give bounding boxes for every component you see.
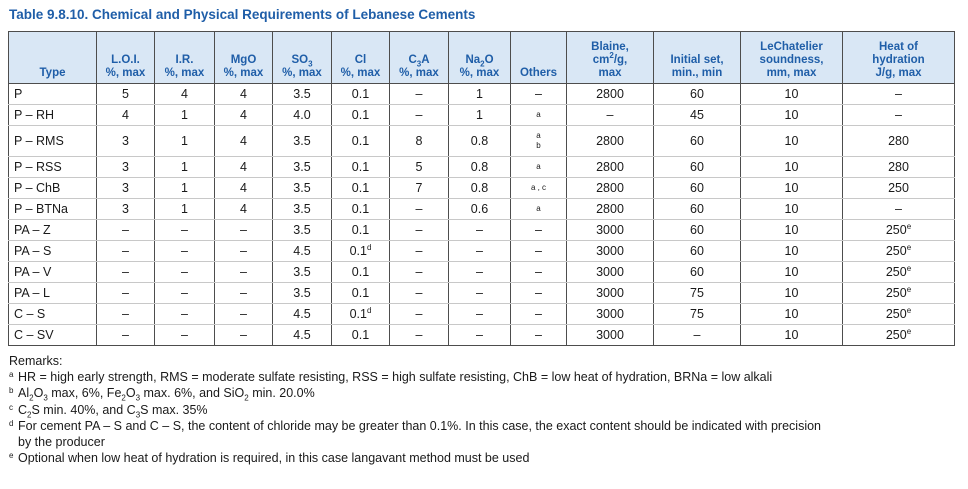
header-na2o: $Na_2O$ %, max [449,32,511,84]
cell-heat: – [843,199,955,220]
table-body [9,84,955,346]
cell-loi: – [97,325,155,346]
header-blaine: Blaine, $cm^2/g$, max [567,32,654,84]
remarks-heading: Remarks: [9,354,63,368]
cell-type: C – S [9,304,97,325]
cell-so3: 3.5 [273,199,332,220]
remark-text: $Al_2O_3$ max, 6%, $Fe_2O_3$ max. 6%, and SiO$_2$ min. 20.0% [18,386,315,403]
cell-mgo: 4 [215,178,273,199]
footnote-mark: e [906,221,912,231]
cell-so3: 4.5 [273,325,332,346]
cell-loi: 5 [97,84,155,105]
remark-d [9,418,959,450]
remark-marker: d [9,418,14,428]
cell-loi: – [97,262,155,283]
cell-soundness: 10 [741,178,843,199]
cell-others: – [511,325,567,346]
cell-loi: – [97,283,155,304]
cell-heat: 250e [843,283,955,304]
cell-blaine: 2800 [567,126,654,157]
cell-so3: 3.5 [273,178,332,199]
table-row [9,105,955,126]
cell-heat: 250e [843,262,955,283]
cell-cl: 0.1 [332,126,390,157]
cell-type: P – RSS [9,157,97,178]
cell-ir: 4 [155,84,215,105]
cell-so3: 3.5 [273,84,332,105]
header-lechatelier: LeChatelier soundness, mm, max [741,32,843,84]
cell-type: P – RH [9,105,97,126]
cell-heat: 250e [843,241,955,262]
cell-ir: – [155,241,215,262]
cell-initial: – [654,325,741,346]
cell-c3a: – [390,241,449,262]
table-row [9,283,955,304]
header-cl: Cl %, max [332,32,390,84]
cell-mgo: 4 [215,157,273,178]
cell-blaine: 3000 [567,283,654,304]
cell-type: PA – Z [9,220,97,241]
footnote-mark: e [906,326,912,336]
cell-ir: 1 [155,178,215,199]
cell-c3a: – [390,105,449,126]
cell-ir: – [155,220,215,241]
cell-cl: 0.1$^d$ [332,241,390,262]
footnote-mark: e [906,242,912,252]
table-row [9,262,955,283]
cell-mgo: – [215,220,273,241]
cell-mgo: – [215,241,273,262]
cell-others: a [511,157,567,178]
cell-others: – [511,84,567,105]
cell-c3a: – [390,283,449,304]
cell-initial: 75 [654,304,741,325]
footnote-mark: e [906,263,912,273]
cell-cl: 0.1 [332,84,390,105]
cell-others: – [511,283,567,304]
header-type: Type [9,32,97,84]
table-row [9,126,955,157]
cell-soundness: 10 [741,241,843,262]
cell-ir: 1 [155,126,215,157]
remark-marker: b [9,386,14,396]
cell-na2o: – [449,283,511,304]
cell-heat: – [843,105,955,126]
cell-na2o: 0.6 [449,199,511,220]
cell-na2o: 1 [449,84,511,105]
cell-soundness: 10 [741,157,843,178]
cell-blaine: 3000 [567,304,654,325]
cell-mgo: – [215,304,273,325]
header-heat: Heat of hydration J/g, max [843,32,955,84]
cell-so3: 3.5 [273,220,332,241]
cell-others: a [511,199,567,220]
cell-cl: 0.1 [332,220,390,241]
cell-blaine: 3000 [567,241,654,262]
cell-na2o: – [449,262,511,283]
remark-marker: c [9,402,13,412]
cell-c3a: – [390,199,449,220]
cell-na2o: – [449,220,511,241]
cell-heat: 250e [843,325,955,346]
cell-ir: 1 [155,105,215,126]
cell-c3a: – [390,325,449,346]
cell-type: P [9,84,97,105]
cell-ir: – [155,325,215,346]
requirements-table [8,31,955,346]
header-so3: $SO_3$ %, max [273,32,332,84]
cell-initial: 60 [654,220,741,241]
table-row [9,241,955,262]
cell-ir: 1 [155,199,215,220]
cell-heat: 250e [843,220,955,241]
remarks-section [9,353,959,466]
cell-na2o: 1 [449,105,511,126]
cell-soundness: 10 [741,283,843,304]
cell-mgo: – [215,262,273,283]
cell-soundness: 10 [741,105,843,126]
cell-mgo: 4 [215,126,273,157]
cell-soundness: 10 [741,220,843,241]
header-c3a: $C_3A$ %, max [390,32,449,84]
cell-so3: 4.5 [273,304,332,325]
header-loi: L.O.I. %, max [97,32,155,84]
cell-ir: – [155,283,215,304]
cell-heat: 280 [843,157,955,178]
cell-na2o: 0.8 [449,157,511,178]
header-ir: I.R. %, max [155,32,215,84]
cell-mgo: 4 [215,105,273,126]
cell-type: PA – S [9,241,97,262]
cell-loi: 4 [97,105,155,126]
cell-blaine: 3000 [567,220,654,241]
cell-initial: 60 [654,126,741,157]
cell-others: – [511,220,567,241]
cell-blaine: 2800 [567,84,654,105]
cell-type: P – BTNa [9,199,97,220]
cell-c3a: – [390,262,449,283]
cell-loi: – [97,304,155,325]
remark-text: $C_2S$ min. 40%, and $C_3S$ max. 35% [18,402,208,420]
cell-blaine: 3000 [567,325,654,346]
cell-type: P – RMS [9,126,97,157]
table-row [9,220,955,241]
cell-ir: 1 [155,157,215,178]
cell-initial: 75 [654,283,741,304]
cell-others: a , c [511,178,567,199]
cell-c3a: – [390,84,449,105]
remark-a [9,369,959,385]
cell-na2o: 0.8 [449,126,511,157]
footnote-mark: d [366,305,372,315]
cell-loi: 3 [97,126,155,157]
cell-cl: 0.1 [332,178,390,199]
cell-loi: 3 [97,178,155,199]
table-title: Table 9.8.10. Chemical and Physical Requirements of Lebanese Cements [9,7,476,22]
cell-ir: – [155,262,215,283]
cell-type: P – ChB [9,178,97,199]
cell-mgo: – [215,283,273,304]
remark-marker: a [9,370,14,380]
cell-soundness: 10 [741,126,843,157]
cell-initial: 60 [654,262,741,283]
cell-heat: – [843,84,955,105]
cell-cl: 0.1 [332,157,390,178]
cell-soundness: 10 [741,325,843,346]
cell-mgo: 4 [215,199,273,220]
table-header-row [9,32,955,84]
header-mgo: MgO %, max [215,32,273,84]
remark-text: HR = high early strength, RMS = moderate sulfate resisting, RSS = high sulfate resisting, ChB = low heat of hydration, BRNa = low alkali [18,370,773,385]
cell-mgo: 4 [215,84,273,105]
cell-so3: 3.5 [273,283,332,304]
cell-blaine: 3000 [567,262,654,283]
cell-soundness: 10 [741,84,843,105]
cell-loi: – [97,241,155,262]
cell-heat: 280 [843,126,955,157]
cell-loi: 3 [97,157,155,178]
cell-mgo: – [215,325,273,346]
cell-others: – [511,304,567,325]
cell-type: PA – V [9,262,97,283]
cell-so3: 3.5 [273,262,332,283]
cell-so3: 3.5 [273,126,332,157]
remark-text: Optional when low heat of hydration is required, in this case langavant method must be used [18,451,530,466]
table-row [9,157,955,178]
cell-initial: 60 [654,157,741,178]
footnote-mark: e [906,305,912,315]
cell-others: – [511,241,567,262]
cell-na2o: – [449,304,511,325]
cell-c3a: 8 [390,126,449,157]
table-row [9,325,955,346]
cell-loi: – [97,220,155,241]
cell-c3a: – [390,220,449,241]
header-initial-set: Initial set, min., min [654,32,741,84]
cell-others: a [511,105,567,126]
cell-na2o: 0.8 [449,178,511,199]
cell-blaine: 2800 [567,199,654,220]
table-row [9,178,955,199]
cell-c3a: 5 [390,157,449,178]
cell-na2o: – [449,241,511,262]
cell-type: PA – L [9,283,97,304]
cell-others: – [511,262,567,283]
cell-soundness: 10 [741,304,843,325]
cell-blaine: – [567,105,654,126]
cell-soundness: 10 [741,262,843,283]
table-row [9,199,955,220]
cell-initial: 60 [654,241,741,262]
cell-soundness: 10 [741,199,843,220]
footnote-mark: e [906,284,912,294]
remark-b [9,385,959,401]
cell-initial: 60 [654,84,741,105]
cell-loi: 3 [97,199,155,220]
footnote-mark: d [366,242,372,252]
header-others: Others [511,32,567,84]
remark-text: For cement PA – S and C – S, the content of chloride may be greater than 0.1%. In this case, the exact content should be indicated with precision by the producer [18,418,822,450]
cell-blaine: 2800 [567,157,654,178]
cell-type: C – SV [9,325,97,346]
cell-c3a: – [390,304,449,325]
cell-heat: 250 [843,178,955,199]
remark-e [9,450,959,466]
cell-blaine: 2800 [567,178,654,199]
cell-c3a: 7 [390,178,449,199]
remark-c [9,402,959,418]
cell-initial: 60 [654,178,741,199]
table-row [9,84,955,105]
cell-so3: 4.0 [273,105,332,126]
cell-cl: 0.1 [332,105,390,126]
cell-cl: 0.1 [332,283,390,304]
cell-heat: 250e [843,304,955,325]
cell-ir: – [155,304,215,325]
cell-initial: 45 [654,105,741,126]
cell-cl: 0.1 [332,262,390,283]
cell-cl: 0.1$^d$ [332,304,390,325]
requirements-table-wrapper [8,31,954,346]
cell-cl: 0.1 [332,199,390,220]
cell-na2o: – [449,325,511,346]
cell-others: a b [511,126,567,157]
table-row [9,304,955,325]
cell-initial: 60 [654,199,741,220]
cell-so3: 4.5 [273,241,332,262]
remark-marker: e [9,451,14,461]
cell-so3: 3.5 [273,157,332,178]
cell-cl: 0.1 [332,325,390,346]
